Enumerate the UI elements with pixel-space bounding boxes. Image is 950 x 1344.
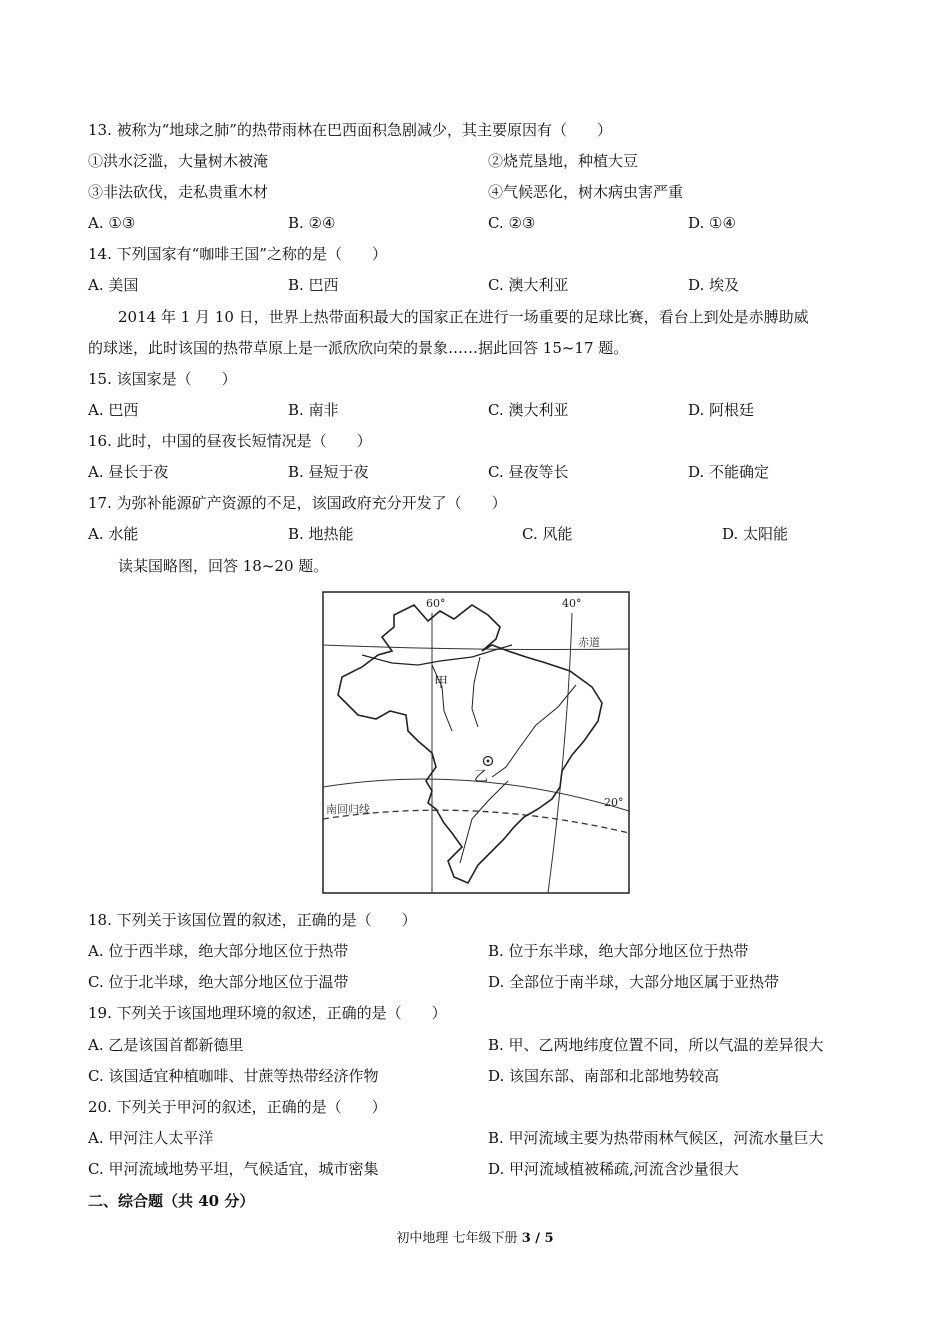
label-yi: 乙 bbox=[474, 769, 488, 785]
q20-option-b: B. 甲河流域主要为热带雨林气候区，河流水量巨大 bbox=[488, 1129, 824, 1147]
label-lon-60: 60° bbox=[426, 597, 446, 610]
q16-option-a: A. 昼长于夜 bbox=[88, 463, 169, 481]
q17-option-c: C. 风能 bbox=[522, 525, 573, 543]
passage-line-1: 2014 年 1 月 10 日，世界上热带面积最大的国家正在进行一场重要的足球比赛，看台上到处是赤膊助威 bbox=[118, 308, 809, 326]
q19-stem: 19. 下列关于该国地理环境的叙述，正确的是（ ） bbox=[88, 1004, 447, 1022]
label-tropic: 南回归线 bbox=[326, 803, 370, 816]
q13-item-1: ①洪水泛滥，大量树木被淹 bbox=[88, 152, 269, 170]
q16-stem: 16. 此时，中国的昼夜长短情况是（ ） bbox=[88, 432, 372, 450]
q15-option-c: C. 澳大利亚 bbox=[488, 401, 569, 419]
q18-option-b: B. 位于东半球，绝大部分地区位于热带 bbox=[488, 942, 749, 960]
q19-option-b: B. 甲、乙两地纬度位置不同，所以气温的差异很大 bbox=[488, 1036, 824, 1054]
q15-option-a: A. 巴西 bbox=[88, 401, 139, 419]
q18-option-d: D. 全部位于南半球，大部分地区属于亚热带 bbox=[488, 973, 780, 991]
q15-stem: 15. 该国家是（ ） bbox=[88, 370, 237, 388]
label-equator: 赤道 bbox=[578, 636, 600, 649]
q13-option-a: A. ①③ bbox=[88, 214, 136, 232]
q20-option-c: C. 甲河流域地势平坦，气候适宜，城市密集 bbox=[88, 1160, 379, 1178]
q19-option-a: A. 乙是该国首都新德里 bbox=[88, 1036, 244, 1054]
q17-stem: 17. 为弥补能源矿产资源的不足，该国政府充分开发了（ ） bbox=[88, 494, 507, 512]
q20-stem: 20. 下列关于甲河的叙述，正确的是（ ） bbox=[88, 1098, 387, 1116]
q17-option-d: D. 太阳能 bbox=[722, 525, 789, 543]
q18-option-c: C. 位于北半球，绝大部分地区位于温带 bbox=[88, 973, 349, 991]
q20-option-d: D. 甲河流域植被稀疏,河流含沙量很大 bbox=[488, 1160, 739, 1178]
q15-option-d: D. 阿根廷 bbox=[688, 401, 755, 419]
label-lon-40: 40° bbox=[562, 597, 582, 610]
q20-option-a: A. 甲河注人太平洋 bbox=[88, 1129, 214, 1147]
q13-stem: 13. 被称为“地球之肺”的热带雨林在巴西面积急剧减少，其主要原因有（ ） bbox=[88, 121, 612, 139]
q16-option-b: B. 昼短于夜 bbox=[288, 463, 369, 481]
footer-text: 初中地理 七年级下册 bbox=[396, 1231, 522, 1246]
q17-option-a: A. 水能 bbox=[88, 525, 139, 543]
q14-option-a: A. 美国 bbox=[88, 276, 139, 294]
q13-option-b: B. ②④ bbox=[288, 214, 336, 232]
yi-marker-dot bbox=[487, 760, 490, 763]
q13-item-3: ③非法砍伐，走私贵重木材 bbox=[88, 183, 269, 201]
label-jia: 甲 bbox=[434, 675, 448, 691]
section-2-heading: 二、综合题（共 40 分） bbox=[88, 1192, 255, 1210]
q16-option-d: D. 不能确定 bbox=[688, 463, 770, 481]
q16-option-c: C. 昼夜等长 bbox=[488, 463, 569, 481]
page-footer bbox=[0, 1230, 950, 1248]
map-intro: 读某国略图，回答 18~20 题。 bbox=[118, 557, 329, 575]
q14-option-d: D. 埃及 bbox=[688, 276, 740, 294]
q15-option-b: B. 南非 bbox=[288, 401, 339, 419]
footer-page-number: 3 / 5 bbox=[521, 1231, 554, 1246]
label-lat-20: 20° bbox=[604, 796, 624, 809]
q18-option-a: A. 位于西半球，绝大部分地区位于热带 bbox=[88, 942, 349, 960]
q19-option-c: C. 该国适宜种植咖啡、甘蔗等热带经济作物 bbox=[88, 1067, 379, 1085]
q14-option-b: B. 巴西 bbox=[288, 276, 339, 294]
q13-item-2: ②烧荒垦地，种植大豆 bbox=[488, 152, 639, 170]
q17-option-b: B. 地热能 bbox=[288, 525, 354, 543]
q14-option-c: C. 澳大利亚 bbox=[488, 276, 569, 294]
q13-option-d: D. ①④ bbox=[688, 214, 736, 232]
country-map bbox=[322, 591, 630, 894]
passage-line-2: 的球迷，此时该国的热带草原上是一派欣欣向荣的景象……据此回答 15~17 题。 bbox=[88, 339, 629, 357]
q13-item-4: ④气候恶化，树木病虫害严重 bbox=[488, 183, 684, 201]
q19-option-d: D. 该国东部、南部和北部地势较高 bbox=[488, 1067, 720, 1085]
q13-option-c: C. ②③ bbox=[488, 214, 536, 232]
q14-stem: 14. 下列国家有“咖啡王国”之称的是（ ） bbox=[88, 245, 387, 263]
q18-stem: 18. 下列关于该国位置的叙述，正确的是（ ） bbox=[88, 911, 417, 929]
